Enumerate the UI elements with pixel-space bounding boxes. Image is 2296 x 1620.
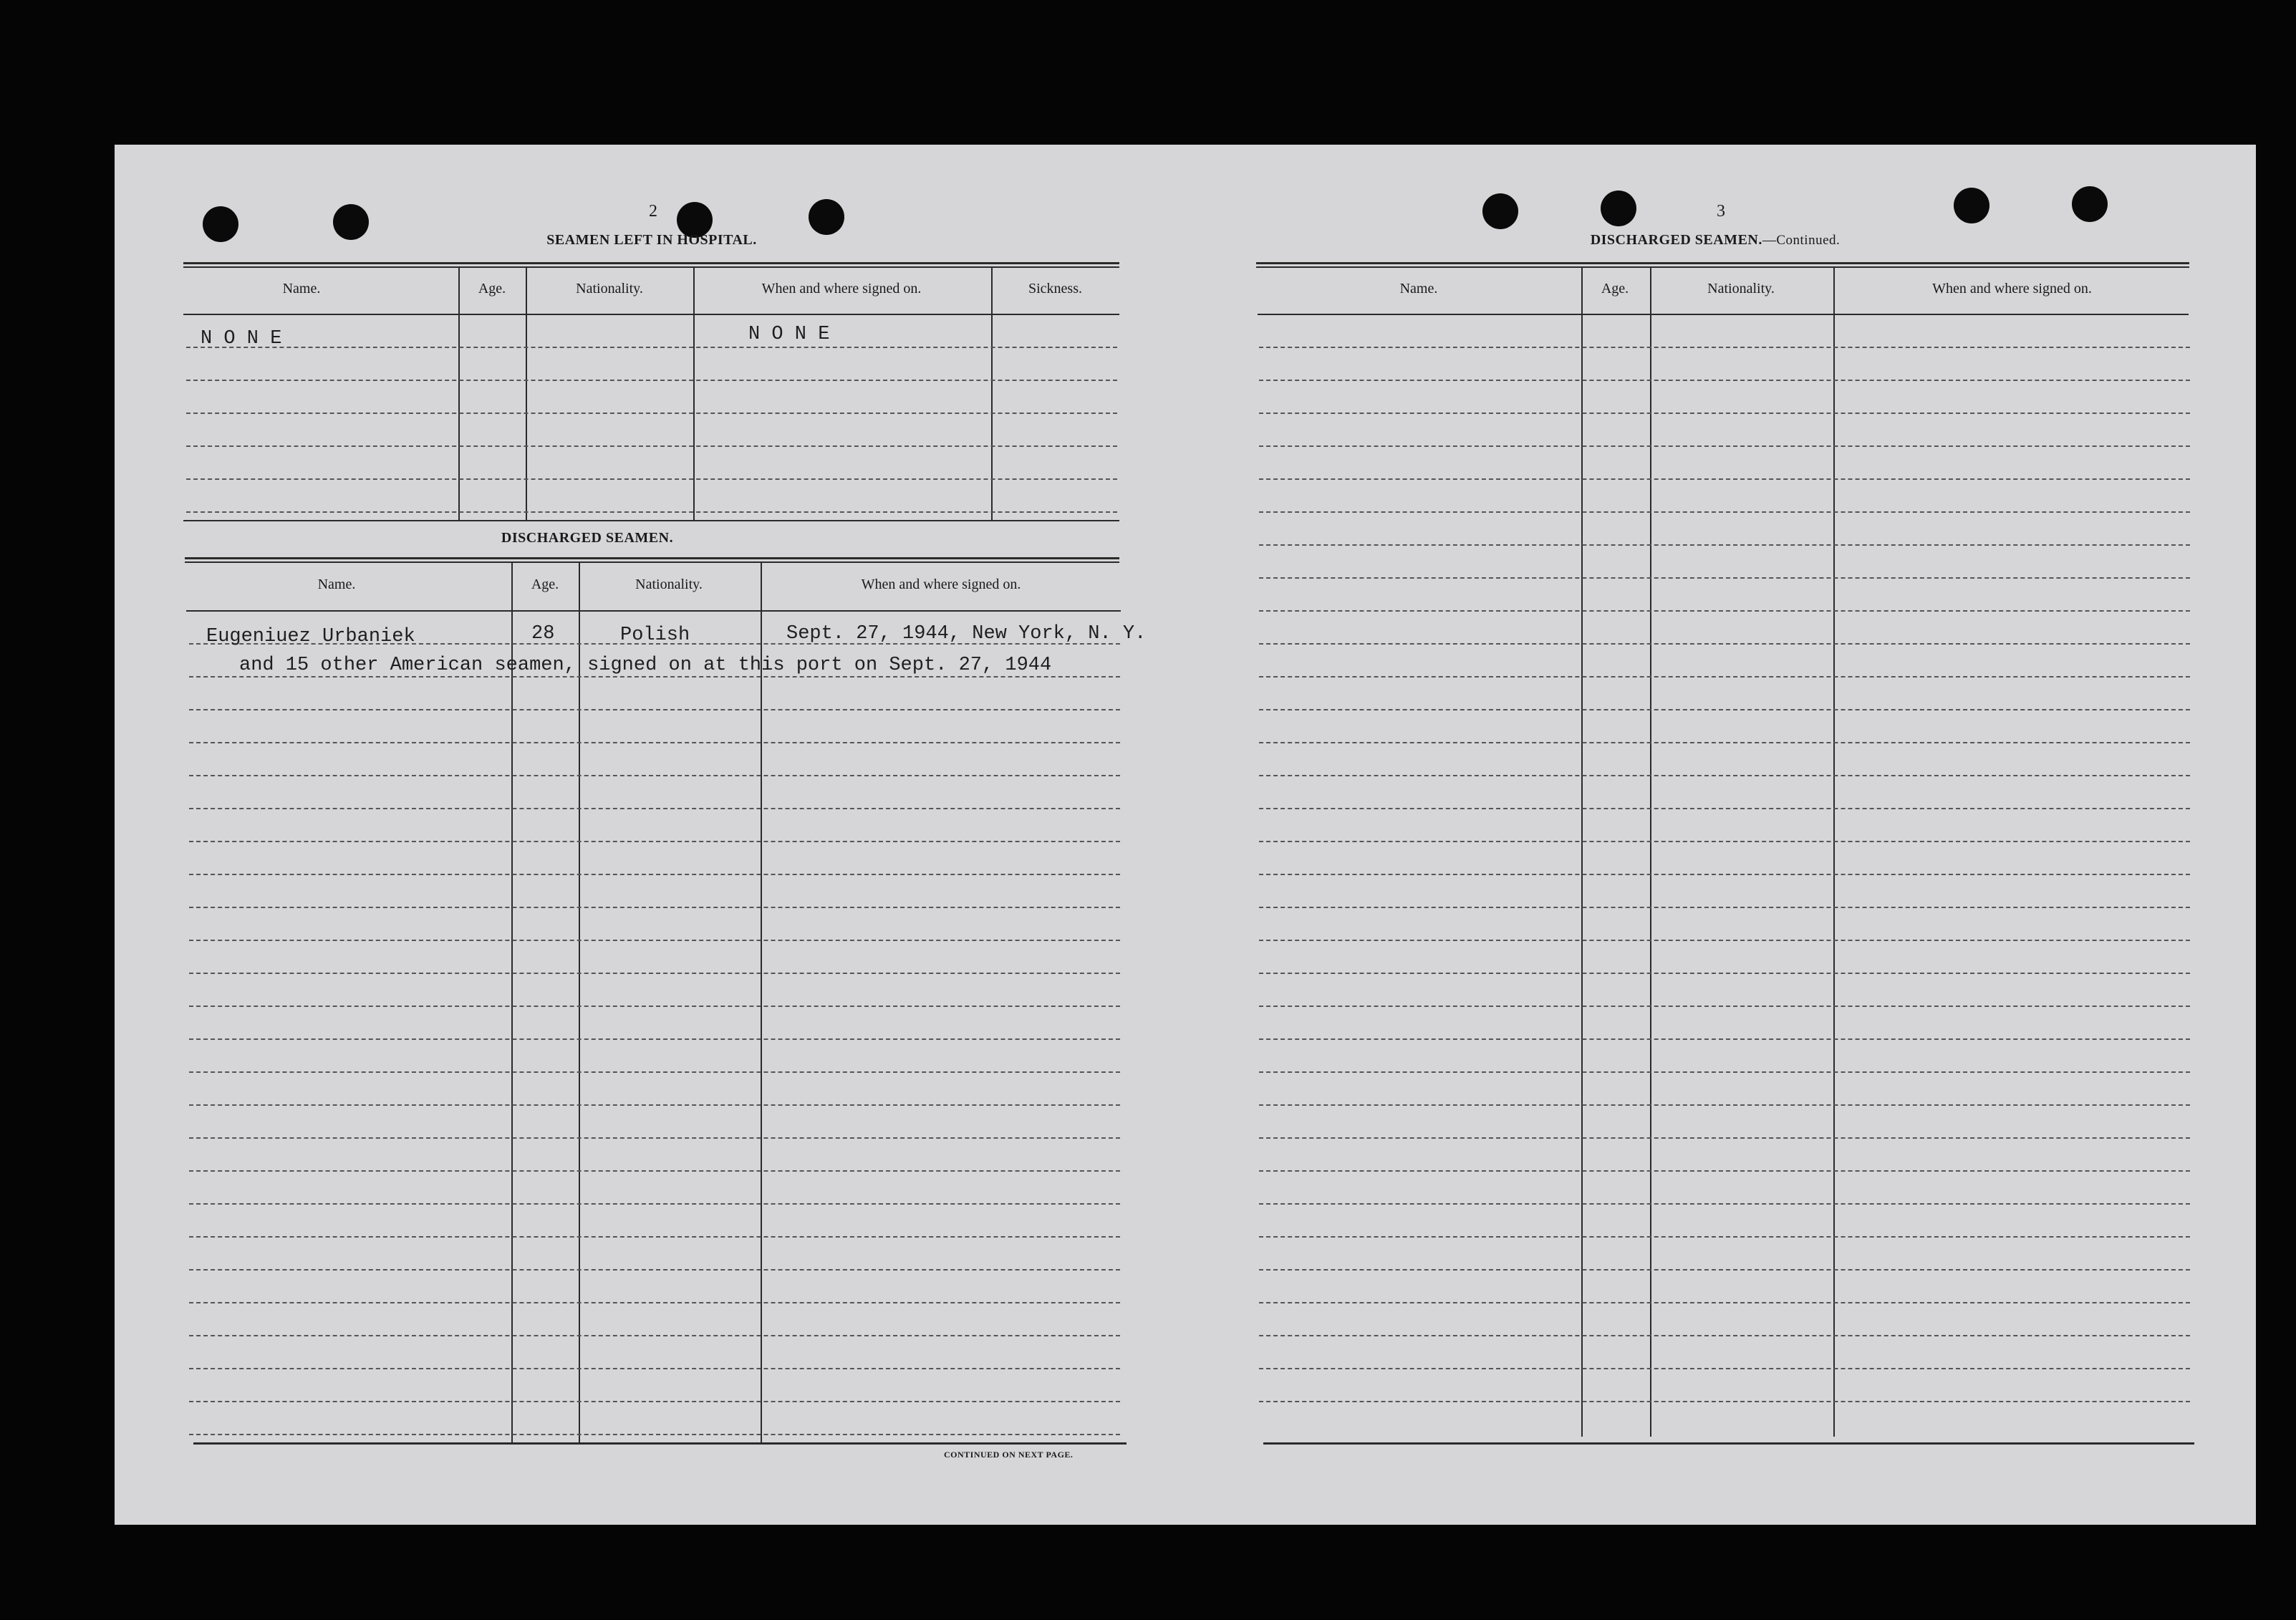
entry-line	[189, 1203, 1120, 1205]
entry-line	[186, 478, 1117, 480]
punch-hole	[1601, 191, 1636, 226]
hospital-header-signed-on: When and where signed on.	[761, 281, 922, 296]
entry-line	[189, 808, 1120, 809]
discharged-header-age: Age.	[531, 577, 559, 592]
entry-line	[1259, 643, 2190, 645]
entry-line	[1259, 808, 2190, 809]
rule	[193, 1442, 1127, 1445]
entry-line	[1259, 347, 2190, 348]
hospital-header-name: Name.	[282, 281, 321, 296]
entry-line	[1259, 907, 2190, 908]
entry-line	[1259, 1137, 2190, 1139]
entry-line	[1259, 478, 2190, 480]
entry-line	[189, 1137, 1120, 1139]
entry-line	[1259, 940, 2190, 941]
discharged-entry-signed-on: Sept. 27, 1944, New York, N. Y.	[786, 623, 1147, 645]
entry-line	[1259, 413, 2190, 414]
entry-line	[1259, 445, 2190, 447]
entry-line	[1259, 973, 2190, 974]
hospital-entry-name: N O N E	[201, 328, 282, 349]
entry-line	[1259, 742, 2190, 743]
entry-line	[189, 676, 1120, 678]
entry-line	[1259, 511, 2190, 513]
rule	[185, 557, 1119, 559]
entry-line	[186, 445, 1117, 447]
rule	[185, 561, 1119, 563]
entry-line	[186, 380, 1117, 381]
right-header-age: Age.	[1601, 281, 1629, 296]
entry-line	[189, 1038, 1120, 1040]
rule	[1258, 314, 2189, 315]
discharged-note-line: and 15 other American seamen, signed on at this port on Sept. 27, 1944	[239, 655, 1052, 676]
entry-line	[189, 742, 1120, 743]
entry-line	[1259, 676, 2190, 678]
hospital-entry-signed-on: N O N E	[748, 324, 830, 345]
title-suffix: —Continued.	[1762, 233, 1841, 248]
entry-line	[189, 775, 1120, 776]
entry-line	[1259, 610, 2190, 612]
entry-line	[189, 1434, 1120, 1435]
entry-line	[186, 511, 1117, 513]
entry-line	[189, 874, 1120, 875]
column-divider	[1650, 266, 1651, 1437]
entry-line	[1259, 1335, 2190, 1336]
entry-line	[1259, 544, 2190, 546]
entry-line	[189, 841, 1120, 842]
entry-line	[1259, 874, 2190, 875]
column-divider	[511, 561, 513, 1444]
rule	[1263, 1442, 2194, 1445]
column-divider	[761, 561, 762, 1444]
discharged-section-title: DISCHARGED SEAMEN.	[501, 530, 674, 546]
punch-hole	[1482, 193, 1518, 229]
punch-hole	[333, 204, 369, 240]
discharged-header-name: Name.	[317, 577, 356, 592]
continued-note: CONTINUED ON NEXT PAGE.	[944, 1450, 1074, 1460]
column-divider	[526, 266, 527, 520]
rule	[1256, 266, 2189, 268]
entry-line	[189, 1302, 1120, 1303]
entry-line	[189, 709, 1120, 710]
punch-hole	[2072, 186, 2108, 222]
discharged-continued-title	[1533, 232, 1898, 249]
entry-line	[1259, 1071, 2190, 1073]
entry-line	[1259, 1006, 2190, 1007]
entry-line	[1259, 1236, 2190, 1238]
hospital-header-age: Age.	[478, 281, 506, 296]
page-number: 3	[1717, 202, 1725, 221]
rule	[183, 266, 1119, 268]
entry-line	[1259, 577, 2190, 579]
entry-line	[1259, 1104, 2190, 1106]
page-number: 2	[649, 202, 657, 221]
punch-hole	[1954, 188, 1989, 223]
entry-line	[189, 1006, 1120, 1007]
rule	[183, 314, 1119, 315]
entry-line	[189, 907, 1120, 908]
entry-line	[1259, 380, 2190, 381]
punch-hole	[203, 206, 238, 242]
hospital-header-nationality: Nationality.	[576, 281, 643, 296]
column-divider	[1833, 266, 1835, 1437]
entry-line	[1259, 1401, 2190, 1402]
discharged-header-nationality: Nationality.	[635, 577, 703, 592]
entry-line	[186, 413, 1117, 414]
entry-line	[189, 940, 1120, 941]
column-divider	[458, 266, 460, 520]
rule	[183, 262, 1119, 264]
entry-line	[1259, 841, 2190, 842]
column-divider	[991, 266, 993, 520]
rule	[183, 520, 1119, 521]
rule	[1256, 262, 2189, 264]
column-divider	[693, 266, 695, 520]
right-header-signed-on: When and where signed on.	[1932, 281, 2092, 296]
discharged-header-signed-on: When and where signed on.	[861, 577, 1021, 592]
discharged-entry-nationality: Polish	[620, 625, 690, 646]
entry-line	[1259, 1170, 2190, 1172]
entry-line	[189, 1170, 1120, 1172]
discharged-entry-age: 28	[531, 623, 555, 645]
column-divider	[579, 561, 580, 1444]
entry-line	[1259, 1269, 2190, 1271]
entry-line	[189, 1401, 1120, 1402]
title-main: DISCHARGED SEAMEN.	[1590, 232, 1762, 248]
right-header-nationality: Nationality.	[1707, 281, 1775, 296]
right-header-name: Name.	[1399, 281, 1438, 296]
entry-line	[186, 347, 1117, 348]
entry-line	[189, 973, 1120, 974]
entry-line	[1259, 775, 2190, 776]
column-divider	[1581, 266, 1583, 1437]
discharged-entry-name: Eugeniuez Urbaniek	[206, 626, 415, 647]
entry-line	[1259, 1302, 2190, 1303]
entry-line	[189, 1269, 1120, 1271]
entry-line	[1259, 709, 2190, 710]
entry-line	[189, 1335, 1120, 1336]
entry-line	[189, 1236, 1120, 1238]
entry-line	[1259, 1038, 2190, 1040]
rule	[186, 610, 1121, 612]
hospital-header-sickness: Sickness.	[1028, 281, 1082, 296]
entry-line	[189, 1071, 1120, 1073]
record-sheet	[115, 145, 2256, 1525]
punch-hole	[809, 199, 844, 235]
entry-line	[1259, 1368, 2190, 1369]
entry-line	[189, 1104, 1120, 1106]
hospital-section-title: SEAMEN LEFT IN HOSPITAL.	[546, 232, 757, 248]
entry-line	[189, 1368, 1120, 1369]
entry-line	[1259, 1203, 2190, 1205]
